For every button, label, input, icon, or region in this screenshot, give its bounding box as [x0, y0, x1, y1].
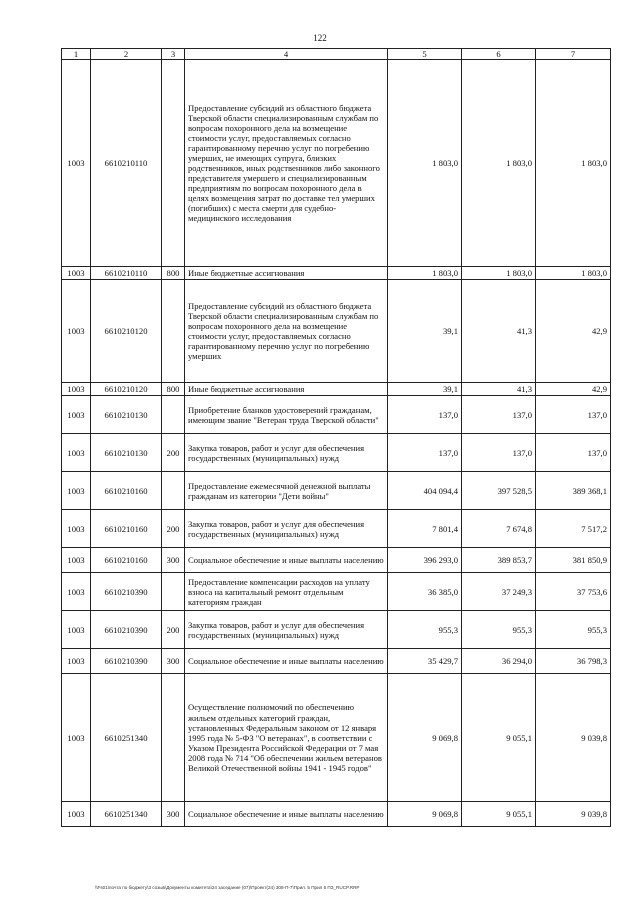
amount-col7: 42,9: [536, 280, 611, 383]
column-header: 3: [162, 49, 185, 60]
table-row: [62, 472, 611, 510]
target-code: 6610251340: [91, 674, 162, 802]
section-code: 1003: [62, 573, 91, 611]
description: Предоставление субсидий из областного бюджета Тверской области специализированным службам по вопросам похоронного дела на возмещение стоимости услуг, предоставляемых согласно гарантированному перечню услуг по погребению умерших, не имеющих супруга, близких родственников, иных родственников либо законного представителя умершего и специализированным предприятиям по вопросам похоронного дела в целях возмещения затрат по доставке тел умерших (погибших) с места смерти для судебно-медицинского исследования: [185, 60, 388, 267]
table-row: [62, 280, 611, 383]
amount-col5: 137,0: [388, 396, 462, 434]
target-code: 6610210390: [91, 573, 162, 611]
amount-col7: 137,0: [536, 396, 611, 434]
amount-col7: 1 803,0: [536, 267, 611, 280]
target-code: 6610210130: [91, 434, 162, 472]
expense-type: 300: [162, 649, 185, 674]
target-code: 6610210390: [91, 611, 162, 649]
amount-col7: 37 753,6: [536, 573, 611, 611]
target-code: 6610210390: [91, 649, 162, 674]
amount-col6: 37 249,3: [462, 573, 536, 611]
target-code: 6610210110: [91, 60, 162, 267]
amount-col7: 955,3: [536, 611, 611, 649]
section-code: 1003: [62, 280, 91, 383]
amount-col7: 389 368,1: [536, 472, 611, 510]
target-code: 6610210130: [91, 396, 162, 434]
section-code: 1003: [62, 472, 91, 510]
target-code: 6610210160: [91, 548, 162, 573]
expense-type: [162, 280, 185, 383]
target-code: 6610210120: [91, 280, 162, 383]
expense-type: [162, 573, 185, 611]
target-code: 6610210160: [91, 472, 162, 510]
amount-col5: 1 803,0: [388, 60, 462, 267]
section-code: 1003: [62, 383, 91, 396]
amount-col6: 137,0: [462, 434, 536, 472]
amount-col5: 39,1: [388, 280, 462, 383]
amount-col7: 42,9: [536, 383, 611, 396]
amount-col5: 39,1: [388, 383, 462, 396]
section-code: 1003: [62, 434, 91, 472]
amount-col7: 36 798,3: [536, 649, 611, 674]
amount-col6: 7 674,8: [462, 510, 536, 548]
description: Осуществление полномочий по обеспечению жильем отдельных категорий граждан, установленных Федеральным законом от 12 января 1995 года № 5-ФЗ "О ветеранах", в соответствии с Указом Президента Российской Федерации от 7 мая 2008 года № 714 "Об обеспечении жильем ветеранов Великой Отечественной войны 1941 - 1945 годов": [185, 674, 388, 802]
amount-col6: 41,3: [462, 280, 536, 383]
amount-col6: 9 055,1: [462, 802, 536, 827]
expense-type: 200: [162, 434, 185, 472]
table-row: [62, 573, 611, 611]
table-row: [62, 60, 611, 267]
amount-col5: 404 094,4: [388, 472, 462, 510]
description: Приобретение бланков удостоверений гражданам, имеющим звание "Ветеран труда Тверской области": [185, 396, 388, 434]
expense-type: [162, 472, 185, 510]
table-row: [62, 611, 611, 649]
amount-col5: 1 803,0: [388, 267, 462, 280]
expense-type: [162, 60, 185, 267]
amount-col5: 137,0: [388, 434, 462, 472]
expense-type: 200: [162, 510, 185, 548]
amount-col5: 955,3: [388, 611, 462, 649]
amount-col6: 397 528,5: [462, 472, 536, 510]
amount-col6: 389 853,7: [462, 548, 536, 573]
target-code: 6610251340: [91, 802, 162, 827]
table-row: [62, 674, 611, 802]
amount-col6: 41,3: [462, 383, 536, 396]
table-row: [62, 649, 611, 674]
description: Предоставление субсидий из областного бюджета Тверской области специализированным службам по вопросам похоронного дела на возмещение стоимости услуг, предоставляемых согласно гарантированному перечню услуг по погребению умерших: [185, 280, 388, 383]
amount-col7: 9 039,8: [536, 802, 611, 827]
expense-type: [162, 674, 185, 802]
table-row: [62, 383, 611, 396]
section-code: 1003: [62, 60, 91, 267]
amount-col5: 9 069,8: [388, 674, 462, 802]
column-header: 2: [91, 49, 162, 60]
amount-col7: 9 039,8: [536, 674, 611, 802]
table-row: [62, 510, 611, 548]
target-code: 6610210120: [91, 383, 162, 396]
header-row: [62, 49, 611, 60]
description: Иные бюджетные ассигнования: [185, 267, 388, 280]
description: Социальное обеспечение и иные выплаты населению: [185, 802, 388, 827]
description: Предоставление ежемесячной денежной выплаты гражданам из категории "Дети войны": [185, 472, 388, 510]
amount-col6: 955,3: [462, 611, 536, 649]
amount-col5: 35 429,7: [388, 649, 462, 674]
expense-type: 200: [162, 611, 185, 649]
section-code: 1003: [62, 396, 91, 434]
description: Предоставление компенсации расходов на уплату взноса на капитальный ремонт отдельным категориям граждан: [185, 573, 388, 611]
amount-col6: 36 294,0: [462, 649, 536, 674]
column-header: 7: [536, 49, 611, 60]
description: Социальное обеспечение и иные выплаты населению: [185, 548, 388, 573]
target-code: 6610210160: [91, 510, 162, 548]
section-code: 1003: [62, 267, 91, 280]
expense-type: 800: [162, 267, 185, 280]
section-code: 1003: [62, 611, 91, 649]
amount-col6: 1 803,0: [462, 60, 536, 267]
column-header: 6: [462, 49, 536, 60]
section-code: 1003: [62, 802, 91, 827]
section-code: 1003: [62, 510, 91, 548]
amount-col5: 36 385,0: [388, 573, 462, 611]
section-code: 1003: [62, 674, 91, 802]
table-row: [62, 434, 611, 472]
expense-type: 300: [162, 548, 185, 573]
footer-file-path: \\Fs01\почта по бюджету\3 созыв\Документы комитета\24 заседание (07)\Проект(24) 308-П-7\Прил. 5 Прил 5 ПЗ_RUCP.RRP: [95, 885, 360, 890]
amount-col6: 1 803,0: [462, 267, 536, 280]
amount-col5: 396 293,0: [388, 548, 462, 573]
expense-type: 800: [162, 383, 185, 396]
description: Иные бюджетные ассигнования: [185, 383, 388, 396]
table-row: [62, 267, 611, 280]
amount-col5: 7 801,4: [388, 510, 462, 548]
expense-type: 300: [162, 802, 185, 827]
column-header: 4: [185, 49, 388, 60]
amount-col7: 137,0: [536, 434, 611, 472]
column-header: 5: [388, 49, 462, 60]
table-row: [62, 802, 611, 827]
table-row: [62, 396, 611, 434]
description: Закупка товаров, работ и услуг для обеспечения государственных (муниципальных) нужд: [185, 434, 388, 472]
table-row: [62, 548, 611, 573]
amount-col7: 7 517,2: [536, 510, 611, 548]
page-number: 122: [313, 33, 327, 43]
description: Закупка товаров, работ и услуг для обеспечения государственных (муниципальных) нужд: [185, 611, 388, 649]
amount-col7: 1 803,0: [536, 60, 611, 267]
description: Социальное обеспечение и иные выплаты населению: [185, 649, 388, 674]
amount-col6: 9 055,1: [462, 674, 536, 802]
expense-type: [162, 396, 185, 434]
section-code: 1003: [62, 649, 91, 674]
amount-col5: 9 069,8: [388, 802, 462, 827]
section-code: 1003: [62, 548, 91, 573]
amount-col7: 381 850,9: [536, 548, 611, 573]
description: Закупка товаров, работ и услуг для обеспечения государственных (муниципальных) нужд: [185, 510, 388, 548]
budget-table: [61, 48, 611, 827]
column-header: 1: [62, 49, 91, 60]
amount-col6: 137,0: [462, 396, 536, 434]
target-code: 6610210110: [91, 267, 162, 280]
